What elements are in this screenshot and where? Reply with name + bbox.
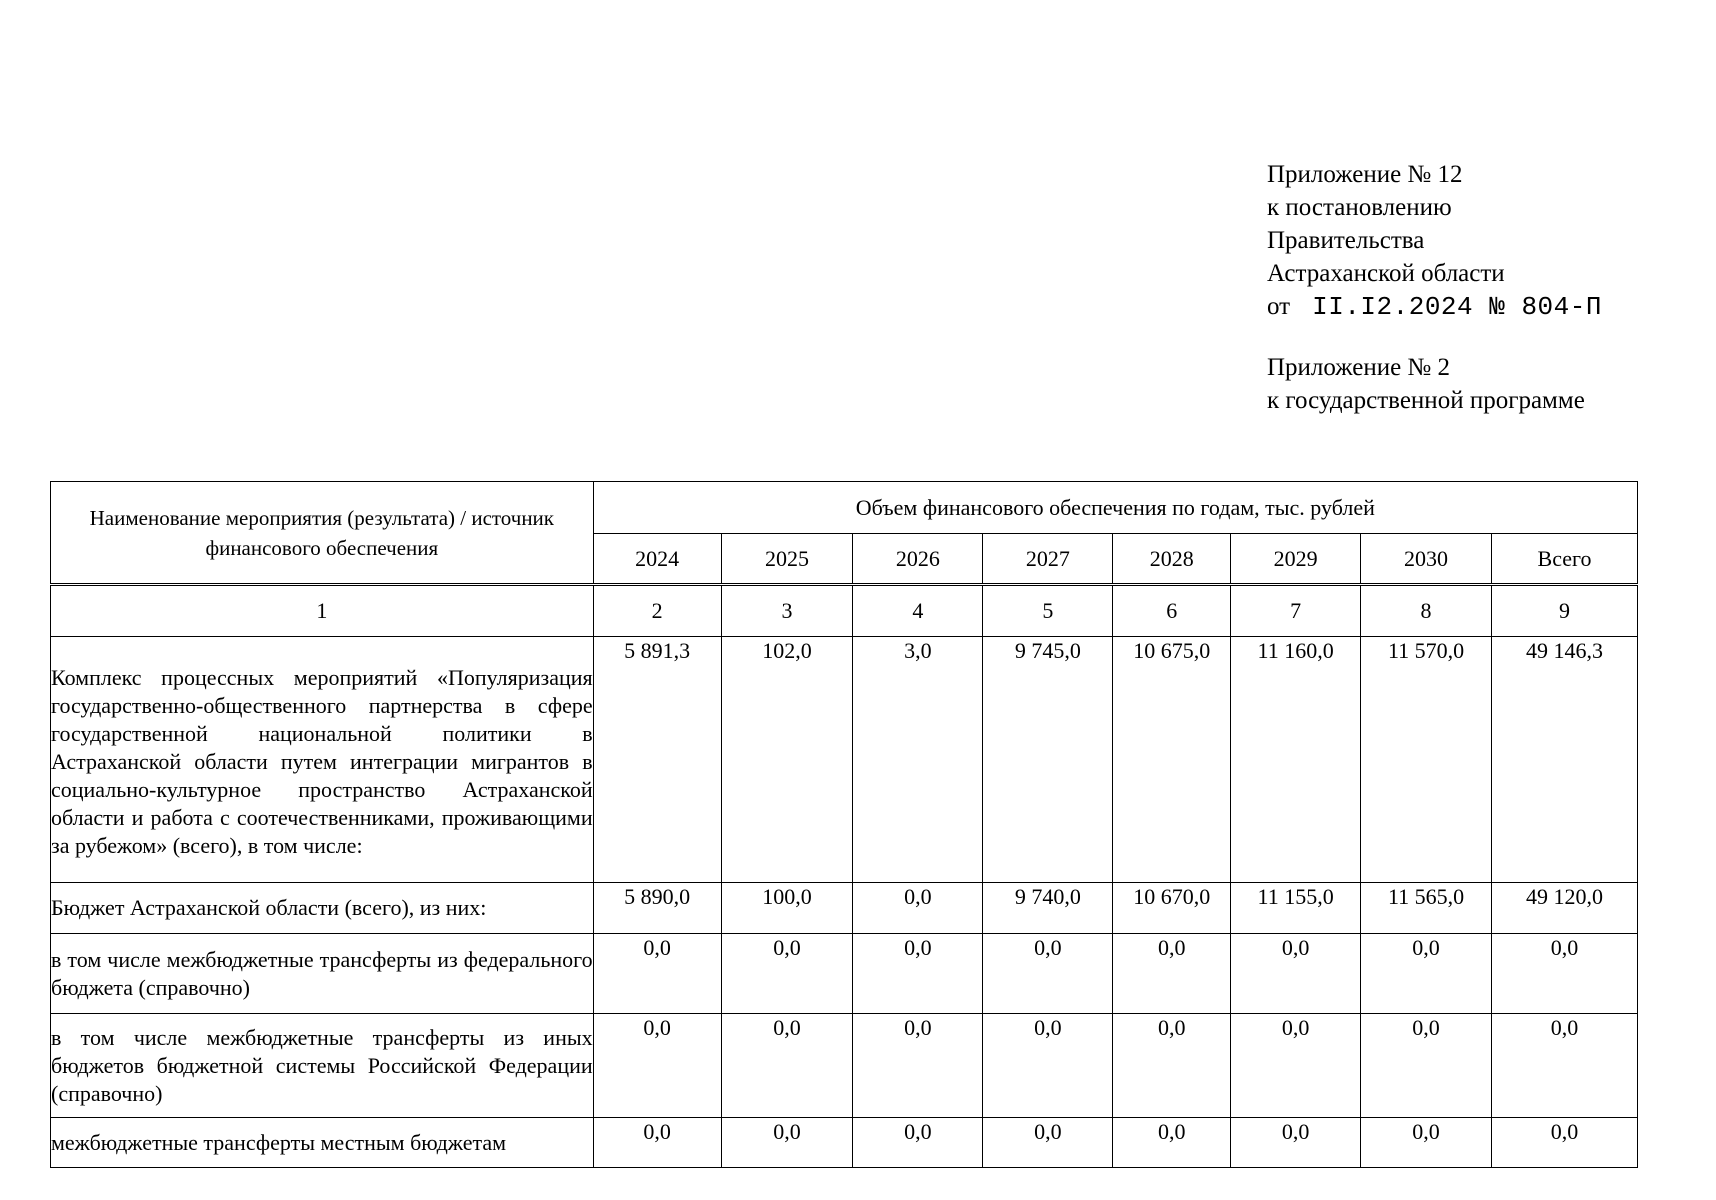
column-number: 6 bbox=[1113, 585, 1231, 637]
row-value: 0,0 bbox=[593, 1118, 721, 1168]
row-total: 0,0 bbox=[1492, 1118, 1638, 1168]
row-total: 0,0 bbox=[1492, 1014, 1638, 1118]
column-number: 8 bbox=[1361, 585, 1492, 637]
column-number: 9 bbox=[1492, 585, 1638, 637]
row-value: 0,0 bbox=[721, 934, 853, 1014]
row-total: 49 120,0 bbox=[1492, 883, 1638, 934]
date-prefix: от bbox=[1267, 293, 1291, 320]
table-row bbox=[51, 1118, 1638, 1168]
row-value: 0,0 bbox=[1113, 1118, 1231, 1168]
financing-table bbox=[50, 481, 1638, 1168]
appendix-date-line bbox=[1267, 290, 1602, 324]
row-value: 0,0 bbox=[1361, 1014, 1492, 1118]
row-value: 0,0 bbox=[1361, 1118, 1492, 1168]
table-row bbox=[51, 883, 1638, 934]
year-header: 2028 bbox=[1113, 534, 1231, 585]
year-header: 2030 bbox=[1361, 534, 1492, 585]
row-value: 0,0 bbox=[721, 1118, 853, 1168]
total-header: Всего bbox=[1492, 534, 1638, 585]
row-value: 11 570,0 bbox=[1361, 637, 1492, 883]
row-value: 0,0 bbox=[983, 1014, 1113, 1118]
row-value: 11 160,0 bbox=[1231, 637, 1361, 883]
column-number: 4 bbox=[853, 585, 983, 637]
row-total: 49 146,3 bbox=[1492, 637, 1638, 883]
row-value: 0,0 bbox=[983, 934, 1113, 1014]
column-number: 7 bbox=[1231, 585, 1361, 637]
row-value: 102,0 bbox=[721, 637, 853, 883]
row-value: 0,0 bbox=[983, 1118, 1113, 1168]
row-value: 0,0 bbox=[853, 1014, 983, 1118]
row-value: 9 740,0 bbox=[983, 883, 1113, 934]
appendix-block bbox=[1267, 158, 1602, 417]
row-name: в том числе межбюджетные трансферты из федерального бюджета (справочно) bbox=[51, 934, 594, 1014]
row-name: межбюджетные трансферты местным бюджетам bbox=[51, 1118, 594, 1168]
column-number-row bbox=[51, 585, 1638, 637]
column-number: 1 bbox=[51, 585, 594, 637]
date-stamp: II.I2.2024 № 804-П bbox=[1312, 292, 1602, 322]
row-value: 11 565,0 bbox=[1361, 883, 1492, 934]
table-row bbox=[51, 1014, 1638, 1118]
spacer bbox=[1267, 324, 1602, 351]
appendix-line: Правительства bbox=[1267, 227, 1425, 254]
table-row bbox=[51, 934, 1638, 1014]
row-value: 0,0 bbox=[1361, 934, 1492, 1014]
row-value: 0,0 bbox=[1113, 1014, 1231, 1118]
column-number: 3 bbox=[721, 585, 853, 637]
row-name: в том числе межбюджетные трансферты из иных бюджетов бюджетной системы Российской Федерации (справочно) bbox=[51, 1014, 594, 1118]
appendix-line: Приложение № 12 bbox=[1267, 161, 1463, 188]
row-value: 3,0 bbox=[853, 637, 983, 883]
row-value: 9 745,0 bbox=[983, 637, 1113, 883]
row-value: 0,0 bbox=[593, 934, 721, 1014]
row-value: 0,0 bbox=[721, 1014, 853, 1118]
row-value: 0,0 bbox=[1231, 934, 1361, 1014]
year-header: 2027 bbox=[983, 534, 1113, 585]
appendix-line: Астраханской области bbox=[1267, 260, 1505, 287]
row-value: 100,0 bbox=[721, 883, 853, 934]
second-appendix-title: Приложение № 2 bbox=[1267, 354, 1451, 381]
row-value: 0,0 bbox=[1113, 934, 1231, 1014]
row-value: 10 675,0 bbox=[1113, 637, 1231, 883]
header-name-cell: Наименование мероприятия (результата) / источник финансового обеспечения bbox=[51, 482, 594, 585]
year-header: 2026 bbox=[853, 534, 983, 585]
row-value: 5 891,3 bbox=[593, 637, 721, 883]
row-name: Комплекс процессных мероприятий «Популяризация государственно-общественного партнерства в сфере государственной национальной политики в Астраханской области путем интеграции мигрантов в социально-культурное пространство Астраханской области и работа с соотечественниками, проживающими за рубежом» (всего), в том числе: bbox=[51, 637, 594, 883]
row-value: 0,0 bbox=[853, 934, 983, 1014]
row-value: 0,0 bbox=[593, 1014, 721, 1118]
row-value: 0,0 bbox=[853, 1118, 983, 1168]
column-number: 2 bbox=[593, 585, 721, 637]
row-value: 11 155,0 bbox=[1231, 883, 1361, 934]
year-header: 2024 bbox=[593, 534, 721, 585]
row-value: 10 670,0 bbox=[1113, 883, 1231, 934]
table-row bbox=[51, 637, 1638, 883]
second-appendix-subtitle: к государственной программе bbox=[1267, 387, 1585, 414]
year-header: 2025 bbox=[721, 534, 853, 585]
appendix-line: к постановлению bbox=[1267, 194, 1452, 221]
row-value: 0,0 bbox=[1231, 1014, 1361, 1118]
row-name: Бюджет Астраханской области (всего), из них: bbox=[51, 883, 594, 934]
row-total: 0,0 bbox=[1492, 934, 1638, 1014]
row-value: 5 890,0 bbox=[593, 883, 721, 934]
row-value: 0,0 bbox=[1231, 1118, 1361, 1168]
year-header: 2029 bbox=[1231, 534, 1361, 585]
header-group-cell: Объем финансового обеспечения по годам, тыс. рублей bbox=[593, 482, 1637, 534]
row-value: 0,0 bbox=[853, 883, 983, 934]
column-number: 5 bbox=[983, 585, 1113, 637]
